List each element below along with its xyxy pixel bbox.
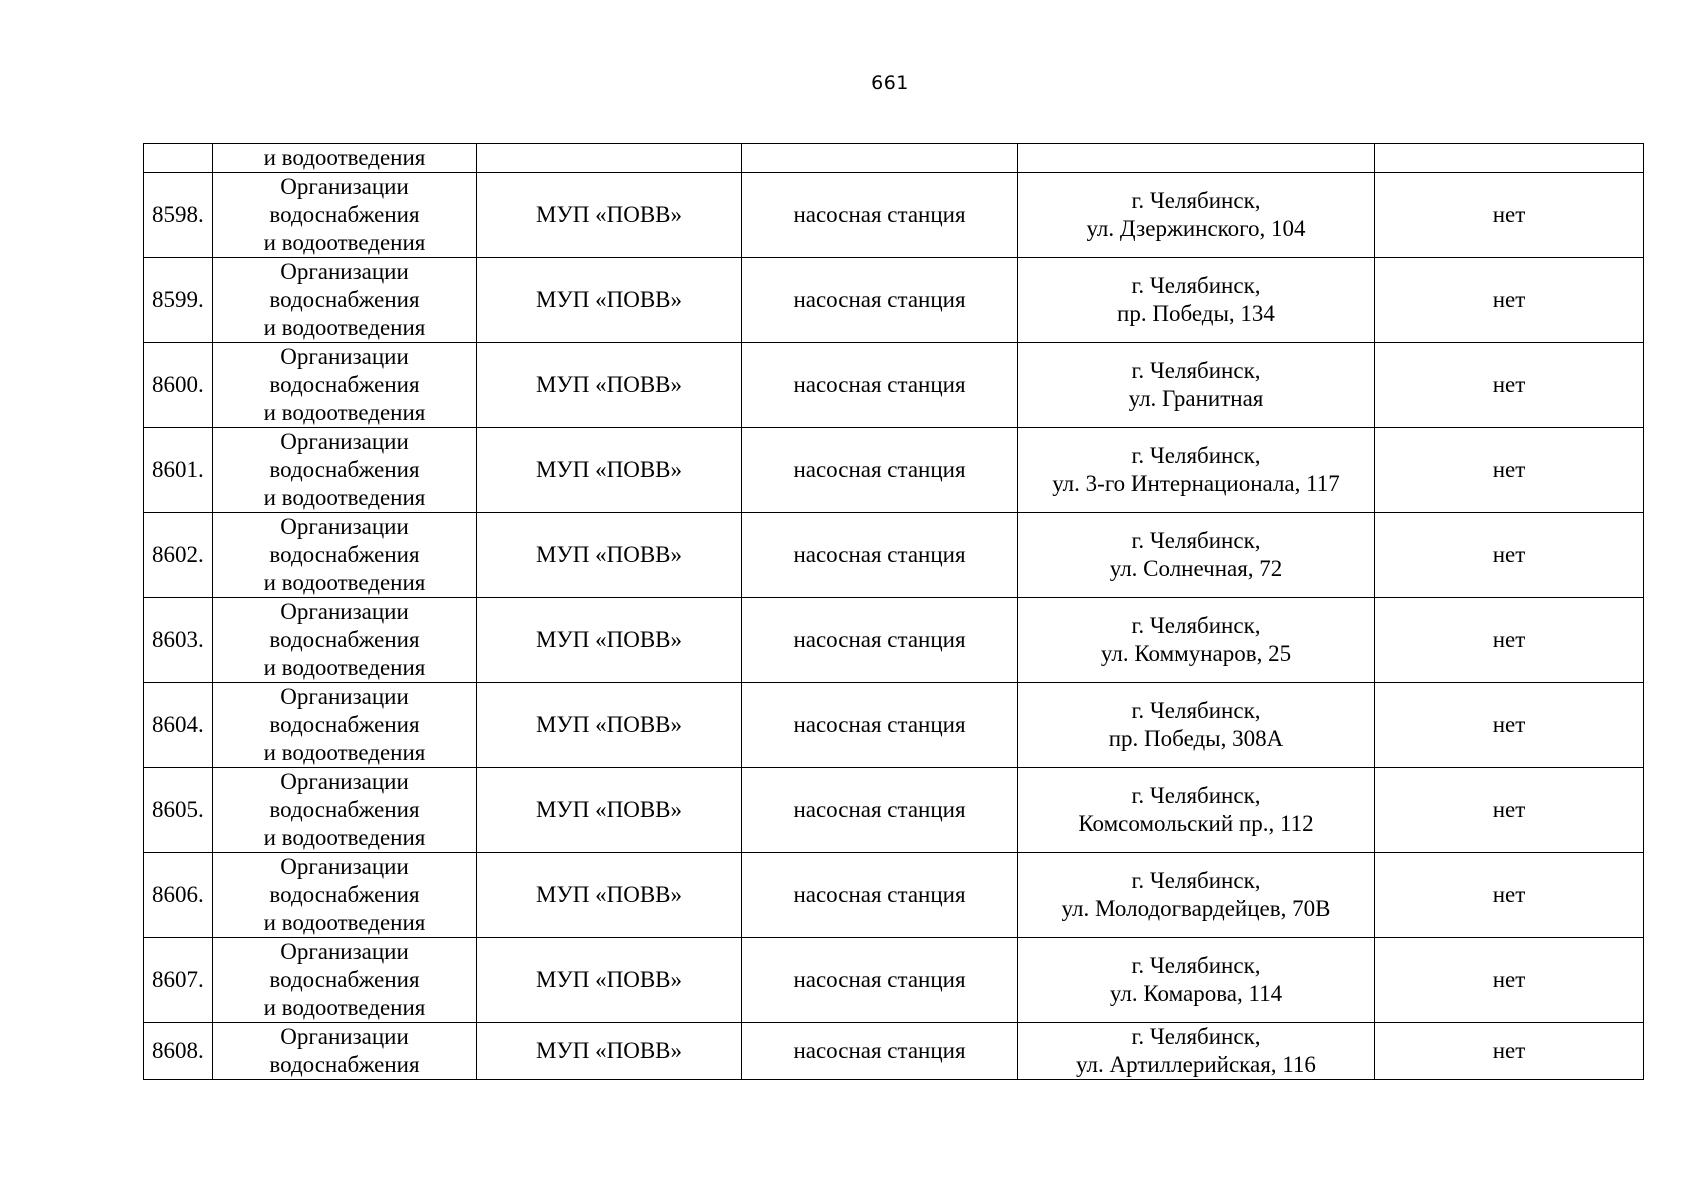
status-cell: нет: [1375, 173, 1644, 258]
registry-table-body: [144, 144, 1644, 1080]
owner-type-line: водоснабжения: [269, 202, 420, 227]
owner-type-cell: [213, 853, 477, 938]
address-cell: [1018, 853, 1375, 938]
row-number-cell: 8606.: [144, 853, 213, 938]
owner-type-line: и водоотведения: [263, 825, 426, 850]
page-number: 661: [871, 72, 909, 94]
owner-type-line: Организации: [280, 769, 409, 794]
table-row: [144, 1023, 1644, 1080]
address-line: ул. Молодогвардейцев, 70В: [1061, 896, 1331, 921]
row-number-cell: 8600.: [144, 343, 213, 428]
address-line: г. Челябинск,: [1131, 698, 1261, 723]
row-number-cell: 8598.: [144, 173, 213, 258]
owner-type-line: и водоотведения: [263, 400, 426, 425]
row-number-cell: 8603.: [144, 598, 213, 683]
address-line: пр. Победы, 308А: [1108, 726, 1284, 751]
row-number-cell: 8607.: [144, 938, 213, 1023]
row-number-cell: 8599.: [144, 258, 213, 343]
owner-type-line: Организации: [280, 1024, 409, 1049]
address-line: ул. Коммунаров, 25: [1100, 641, 1292, 666]
row-number-cell: 8602.: [144, 513, 213, 598]
owner-type-line: Организации: [280, 174, 409, 199]
owner-type-line: водоснабжения: [269, 457, 420, 482]
status-cell: [1375, 144, 1644, 173]
status-cell: нет: [1375, 428, 1644, 513]
organization-cell: МУП «ПОВВ»: [477, 938, 742, 1023]
owner-type-line: и водоотведения: [263, 315, 426, 340]
object-type-cell: насосная станция: [742, 938, 1018, 1023]
table-row: [144, 513, 1644, 598]
table-row: [144, 598, 1644, 683]
address-line: ул. Дзержинского, 104: [1086, 216, 1306, 241]
organization-cell: МУП «ПОВВ»: [477, 513, 742, 598]
address-cell: [1018, 144, 1375, 173]
table-row: [144, 938, 1644, 1023]
address-line: г. Челябинск,: [1131, 868, 1261, 893]
owner-type-line: водоснабжения: [269, 712, 420, 737]
address-line: ул. Артиллерийская, 116: [1076, 1052, 1316, 1077]
owner-type-cell: [213, 598, 477, 683]
object-type-cell: [742, 144, 1018, 173]
owner-type-line: и водоотведения: [263, 740, 426, 765]
address-cell: [1018, 258, 1375, 343]
address-cell: [1018, 343, 1375, 428]
owner-type-cell: [213, 1023, 477, 1080]
address-cell: [1018, 598, 1375, 683]
table-row: [144, 173, 1644, 258]
owner-type-line: Организации: [280, 854, 409, 879]
table-row: [144, 768, 1644, 853]
owner-type-line: водоснабжения: [269, 967, 420, 992]
row-number-cell: 8601.: [144, 428, 213, 513]
owner-type-line: и водоотведения: [263, 995, 426, 1020]
organization-cell: МУП «ПОВВ»: [477, 768, 742, 853]
owner-type-line: водоснабжения: [269, 372, 420, 397]
owner-type-cell: [213, 938, 477, 1023]
address-line: г. Челябинск,: [1131, 783, 1261, 808]
address-line: г. Челябинск,: [1131, 188, 1261, 213]
organization-cell: МУП «ПОВВ»: [477, 428, 742, 513]
object-type-cell: насосная станция: [742, 598, 1018, 683]
owner-type-line: Организации: [280, 939, 409, 964]
address-line: Комсомольский пр., 112: [1078, 811, 1314, 836]
owner-type-line: и водоотведения: [263, 655, 426, 680]
organization-cell: МУП «ПОВВ»: [477, 173, 742, 258]
table-row: [144, 258, 1644, 343]
table-row: [144, 343, 1644, 428]
owner-type-line: водоснабжения: [269, 1052, 420, 1077]
owner-type-line: Организации: [280, 259, 409, 284]
owner-type-line: Организации: [280, 344, 409, 369]
owner-type-line: и водоотведения: [263, 570, 426, 595]
owner-type-line: Организации: [280, 514, 409, 539]
table-row: [144, 683, 1644, 768]
owner-type-line: водоснабжения: [269, 627, 420, 652]
address-line: г. Челябинск,: [1131, 443, 1261, 468]
object-type-cell: насосная станция: [742, 513, 1018, 598]
address-cell: [1018, 428, 1375, 513]
organization-cell: [477, 144, 742, 173]
address-line: ул. 3-го Интернационала, 117: [1052, 471, 1340, 496]
organization-cell: МУП «ПОВВ»: [477, 343, 742, 428]
row-number-cell: [144, 144, 213, 173]
table-row: [144, 428, 1644, 513]
object-type-cell: насосная станция: [742, 853, 1018, 938]
address-line: г. Челябинск,: [1131, 613, 1261, 638]
address-cell: [1018, 768, 1375, 853]
object-type-cell: насосная станция: [742, 258, 1018, 343]
object-type-cell: насосная станция: [742, 683, 1018, 768]
address-line: г. Челябинск,: [1131, 273, 1261, 298]
address-cell: [1018, 1023, 1375, 1080]
owner-type-line: водоснабжения: [269, 797, 420, 822]
owner-type-cell: [213, 768, 477, 853]
owner-type-line: и водоотведения: [263, 230, 426, 255]
owner-type-cell: [213, 428, 477, 513]
address-line: г. Челябинск,: [1131, 358, 1261, 383]
owner-type-line: водоснабжения: [269, 542, 420, 567]
owner-type-cell: [213, 513, 477, 598]
object-type-cell: насосная станция: [742, 343, 1018, 428]
organization-cell: МУП «ПОВВ»: [477, 258, 742, 343]
address-line: ул. Гранитная: [1128, 386, 1264, 411]
organization-cell: МУП «ПОВВ»: [477, 683, 742, 768]
status-cell: нет: [1375, 683, 1644, 768]
row-number-cell: 8604.: [144, 683, 213, 768]
owner-type-line: водоснабжения: [269, 882, 420, 907]
owner-type-line: водоснабжения: [269, 287, 420, 312]
address-cell: [1018, 683, 1375, 768]
status-cell: нет: [1375, 1023, 1644, 1080]
table-row-continued: [144, 144, 1644, 173]
status-cell: нет: [1375, 853, 1644, 938]
registry-table: [143, 143, 1644, 1080]
owner-type-cell: [213, 343, 477, 428]
object-type-cell: насосная станция: [742, 428, 1018, 513]
owner-type-cell: и водоотведения: [213, 144, 477, 173]
table-row: [144, 853, 1644, 938]
status-cell: нет: [1375, 258, 1644, 343]
address-line: ул. Солнечная, 72: [1109, 556, 1283, 581]
address-cell: [1018, 173, 1375, 258]
address-line: пр. Победы, 134: [1117, 301, 1275, 326]
address-cell: [1018, 938, 1375, 1023]
address-line: г. Челябинск,: [1131, 528, 1261, 553]
address-cell: [1018, 513, 1375, 598]
owner-type-line: Организации: [280, 429, 409, 454]
organization-cell: МУП «ПОВВ»: [477, 598, 742, 683]
status-cell: нет: [1375, 938, 1644, 1023]
row-number-cell: 8605.: [144, 768, 213, 853]
owner-type-line: и водоотведения: [263, 485, 426, 510]
object-type-cell: насосная станция: [742, 173, 1018, 258]
organization-cell: МУП «ПОВВ»: [477, 1023, 742, 1080]
owner-type-cell: [213, 683, 477, 768]
owner-type-cell: [213, 173, 477, 258]
owner-type-cell: [213, 258, 477, 343]
object-type-cell: насосная станция: [742, 768, 1018, 853]
owner-type-line: Организации: [280, 599, 409, 624]
status-cell: нет: [1375, 768, 1644, 853]
row-number-cell: 8608.: [144, 1023, 213, 1080]
address-line: г. Челябинск,: [1131, 953, 1261, 978]
owner-type-line: и водоотведения: [263, 910, 426, 935]
status-cell: нет: [1375, 343, 1644, 428]
object-type-cell: насосная станция: [742, 1023, 1018, 1080]
owner-type-line: Организации: [280, 684, 409, 709]
organization-cell: МУП «ПОВВ»: [477, 853, 742, 938]
address-line: ул. Комарова, 114: [1109, 981, 1283, 1006]
status-cell: нет: [1375, 598, 1644, 683]
address-line: г. Челябинск,: [1131, 1024, 1261, 1049]
status-cell: нет: [1375, 513, 1644, 598]
